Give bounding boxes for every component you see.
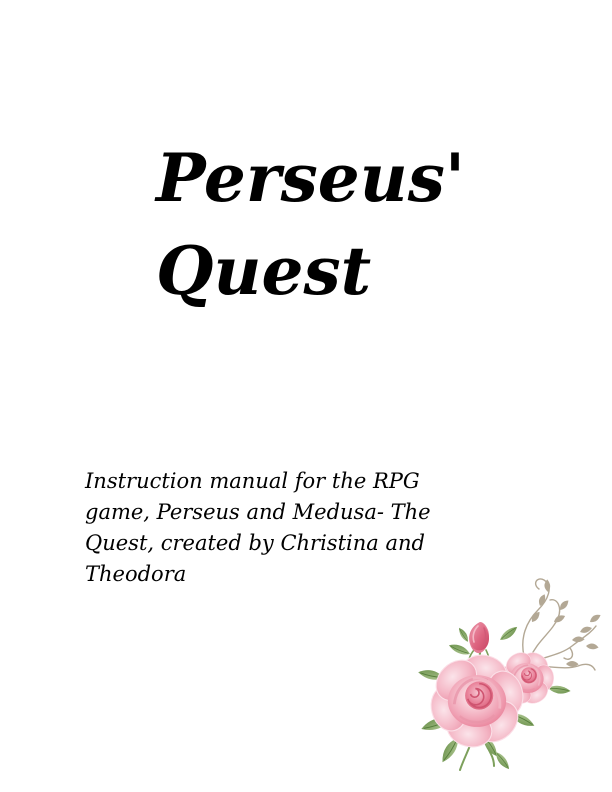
rose-illustration bbox=[418, 564, 602, 778]
subtitle-line: game, Perseus and Medusa- The bbox=[85, 500, 431, 524]
subtitle-line: Theodora bbox=[85, 562, 187, 586]
subtitle-line: Instruction manual for the RPG bbox=[85, 469, 420, 493]
subtitle-paragraph bbox=[85, 466, 431, 590]
subtitle-line: Quest, created by Christina and bbox=[85, 531, 425, 555]
page-title: Perseus' Quest bbox=[156, 139, 466, 310]
